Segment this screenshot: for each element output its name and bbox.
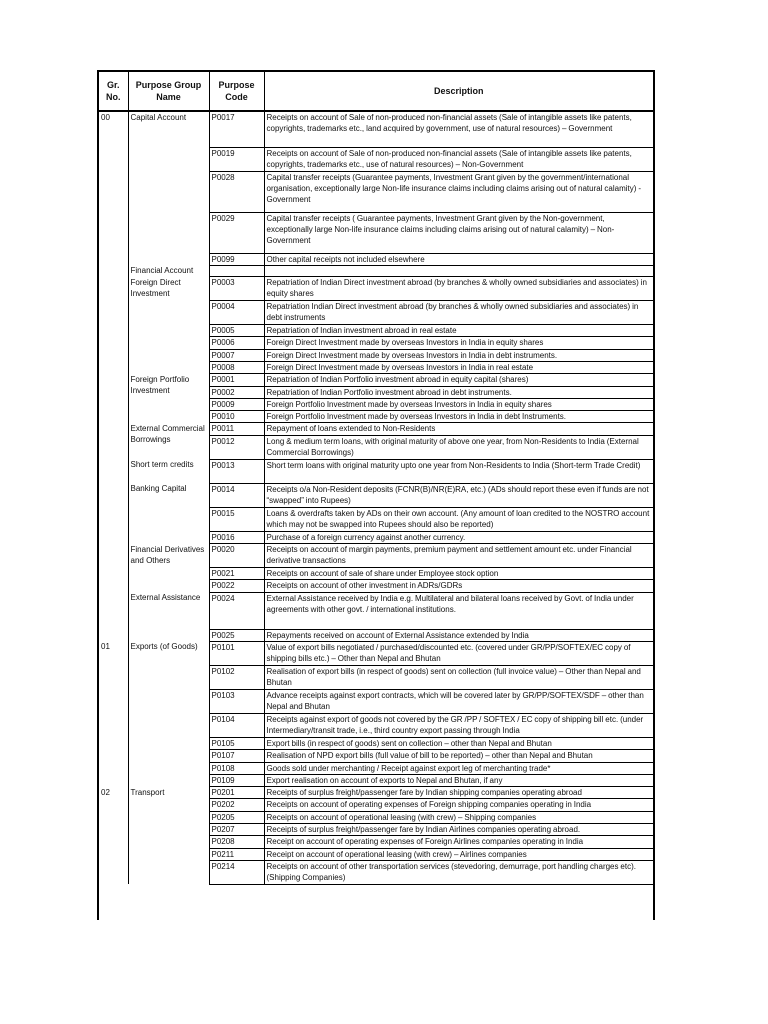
purpose-code-cell: P0008 xyxy=(209,361,264,373)
table-row xyxy=(99,111,653,147)
description-cell: Repatriation of Indian investment abroad in real estate xyxy=(264,325,653,337)
purpose-code-cell: P0109 xyxy=(209,774,264,786)
purpose-code-cell: P0003 xyxy=(209,277,264,301)
description-cell: External Assistance received by India e.g. Multilateral and bilateral loans received by Govt. of India under agreements with other govt. / international institutions. xyxy=(264,592,653,629)
description-cell: Foreign Direct Investment made by overseas Investors in India in real estate xyxy=(264,361,653,373)
purpose-code-cell: P0202 xyxy=(209,799,264,811)
description-cell: Receipts on account of operational leasing (with crew) – Shipping companies xyxy=(264,811,653,823)
description-cell: Foreign Direct Investment made by overseas Investors in India in equity shares xyxy=(264,337,653,349)
description-cell: Capital transfer receipts (Guarantee payments, Investment Grant given by the government/international organisation, exceptionally large Non-life insurance claims including claims arising out of natural calamity) - Government xyxy=(264,171,653,212)
table-row xyxy=(99,423,653,435)
description-cell: Receipts on account of operating expenses of Foreign shipping companies operating in India xyxy=(264,799,653,811)
description-cell: Loans & overdrafts taken by ADs on their own account. (Any amount of loan credited to the NOSTRO account which may not be swapped into Rupees should also be reported) xyxy=(264,507,653,531)
description-cell: Repatriation of Indian Portfolio investment abroad in equity capital (shares) xyxy=(264,374,653,386)
description-cell: Export realisation on account of exports to Nepal and Bhutan, if any xyxy=(264,774,653,786)
table-row xyxy=(99,787,653,799)
purpose-group-cell: Transport xyxy=(128,787,209,885)
description-cell: Receipts on account of Sale of non-produced non-financial assets (Sale of intangible assets like patents, copyrights, trademarks etc., land acquired by government, use of natural resources) – Government xyxy=(264,111,653,147)
purpose-code-cell: P0214 xyxy=(209,860,264,884)
purpose-code-cell: P0028 xyxy=(209,171,264,212)
purpose-code-cell: P0208 xyxy=(209,836,264,848)
purpose-code-cell: P0102 xyxy=(209,665,264,689)
table-row xyxy=(99,277,653,301)
table-body xyxy=(99,111,653,884)
description-cell: Other capital receipts not included elsewhere xyxy=(264,253,653,265)
description-cell: Advance receipts against export contracts, which will be covered later by GR/PP/SOFTEX/SDF – other than Nepal and Bhutan xyxy=(264,689,653,713)
description-cell: Foreign Portfolio Investment made by overseas Investors in India in debt Instruments. xyxy=(264,411,653,423)
gr-no-cell: 01 xyxy=(99,641,128,786)
purpose-group-cell: Foreign Direct Investment xyxy=(128,277,209,374)
purpose-group-cell: Foreign Portfolio Investment xyxy=(128,374,209,423)
purpose-code-cell: P0007 xyxy=(209,349,264,361)
purpose-code-cell: P0104 xyxy=(209,713,264,737)
purpose-code-cell: P0016 xyxy=(209,531,264,543)
description-cell: Receipts o/a Non-Resident deposits (FCNR(B)/NR(E)RA, etc.) (ADs should report these even if funds are not “swapped” into Rupees) xyxy=(264,483,653,507)
purpose-group-cell: Financial Account xyxy=(128,265,209,276)
description-cell: Realisation of export bills (in respect of goods) sent on collection (full invoice value) – Other than Nepal and Bhutan xyxy=(264,665,653,689)
description-cell: Repayments received on account of External Assistance extended by India xyxy=(264,629,653,641)
purpose-code-cell: P0020 xyxy=(209,544,264,568)
purpose-code-cell: P0103 xyxy=(209,689,264,713)
description-cell: Receipts of surplus freight/passenger fare by Indian shipping companies operating abroad xyxy=(264,787,653,799)
description-cell: Receipts on account of other investment in ADRs/GDRs xyxy=(264,580,653,592)
purpose-code-cell: P0022 xyxy=(209,580,264,592)
description-cell: Receipts on account of sale of share under Employee stock option xyxy=(264,568,653,580)
purpose-group-cell: Financial Derivatives and Others xyxy=(128,544,209,593)
description-cell: Short term loans with original maturity upto one year from Non-Residents to India (Short-term Trade Credit) xyxy=(264,459,653,483)
purpose-group-cell: Short term credits xyxy=(128,459,209,483)
purpose-group-cell: External Commercial Borrowings xyxy=(128,423,209,459)
purpose-code-cell: P0015 xyxy=(209,507,264,531)
description-cell xyxy=(264,265,653,276)
table-row xyxy=(99,459,653,483)
table-row xyxy=(99,544,653,568)
header-description: Description xyxy=(264,72,653,111)
purpose-code-cell: P0004 xyxy=(209,301,264,325)
purpose-code-cell: P0012 xyxy=(209,435,264,459)
table-header xyxy=(99,72,653,111)
table-row xyxy=(99,592,653,629)
purpose-code-cell: P0005 xyxy=(209,325,264,337)
purpose-code-cell: P0107 xyxy=(209,750,264,762)
table-row xyxy=(99,374,653,386)
purpose-group-cell: Capital Account xyxy=(128,111,209,265)
description-cell: Purchase of a foreign currency against another currency. xyxy=(264,531,653,543)
purpose-code-cell: P0013 xyxy=(209,459,264,483)
description-cell: Receipts on account of other transportation services (stevedoring, demurrage, port handling charges etc).(Shipping Companies) xyxy=(264,860,653,884)
description-cell: Long & medium term loans, with original maturity of above one year, from Non-Residents to India (External Commercial Borrowings) xyxy=(264,435,653,459)
purpose-code-cell: P0029 xyxy=(209,212,264,253)
description-cell: Receipt on account of operational leasing (with crew) – Airlines companies xyxy=(264,848,653,860)
description-cell: Receipt on account of operating expenses of Foreign Airlines companies operating in India xyxy=(264,836,653,848)
description-cell: Export bills (in respect of goods) sent on collection – other than Nepal and Bhutan xyxy=(264,737,653,749)
purpose-code-document xyxy=(97,70,655,920)
purpose-code-cell: P0105 xyxy=(209,737,264,749)
purpose-group-cell: Banking Capital xyxy=(128,483,209,543)
description-cell: Receipts on account of margin payments, premium payment and settlement amount etc. under Financial derivative transactions xyxy=(264,544,653,568)
gr-no-cell: 02 xyxy=(99,787,128,885)
purpose-code-cell: P0108 xyxy=(209,762,264,774)
purpose-code-cell: P0014 xyxy=(209,483,264,507)
purpose-group-cell: Exports (of Goods) xyxy=(128,641,209,786)
table-row xyxy=(99,641,653,665)
purpose-code-cell: P0017 xyxy=(209,111,264,147)
purpose-code-cell: P0211 xyxy=(209,848,264,860)
purpose-code-table xyxy=(99,72,653,885)
purpose-code-cell: P0201 xyxy=(209,787,264,799)
purpose-code-cell: P0010 xyxy=(209,411,264,423)
description-cell: Receipts on account of Sale of non-produced non-financial assets (Sale of intangible assets like patents, copyrights, trademarks etc., use of natural resources) – Non-Government xyxy=(264,147,653,171)
purpose-code-cell: P0006 xyxy=(209,337,264,349)
purpose-code-cell: P0025 xyxy=(209,629,264,641)
header-gr-no: Gr. No. xyxy=(99,72,128,111)
purpose-code-cell: P0024 xyxy=(209,592,264,629)
description-cell: Foreign Direct Investment made by overseas Investors in India in debt instruments. xyxy=(264,349,653,361)
description-cell: Foreign Portfolio Investment made by overseas Investors in India in equity shares xyxy=(264,398,653,410)
purpose-code-cell: P0001 xyxy=(209,374,264,386)
purpose-code-cell: P0021 xyxy=(209,568,264,580)
description-cell: Value of export bills negotiated / purchased/discounted etc. (covered under GR/PP/SOFTEX/EC copy of shipping bills etc.) – Other than Nepal and Bhutan xyxy=(264,641,653,665)
purpose-code-cell: P0205 xyxy=(209,811,264,823)
description-cell: Repatriation Indian Direct investment abroad (by branches & wholly owned subsidiaries and associates) in debt instruments xyxy=(264,301,653,325)
description-cell: Capital transfer receipts ( Guarantee payments, Investment Grant given by the Non-government, exceptionally large Non-life insurance claims including claims arising out of natural calamity) – Non-Government xyxy=(264,212,653,253)
purpose-code-cell: P0002 xyxy=(209,386,264,398)
description-cell: Repatriation of Indian Direct investment abroad (by branches & wholly owned subsidiaries and associates) in equity shares xyxy=(264,277,653,301)
gr-no-cell: 00 xyxy=(99,111,128,641)
purpose-code-cell: P0099 xyxy=(209,253,264,265)
description-cell: Repayment of loans extended to Non-Residents xyxy=(264,423,653,435)
description-cell: Realisation of NPD export bills (full value of bill to be reported) – other than Nepal and Bhutan xyxy=(264,750,653,762)
header-purpose-group-name: Purpose Group Name xyxy=(128,72,209,111)
purpose-group-cell: External Assistance xyxy=(128,592,209,641)
purpose-code-cell: P0011 xyxy=(209,423,264,435)
description-cell: Receipts against export of goods not covered by the GR /PP / SOFTEX / EC copy of shipping bill etc. (under Intermediary/transit trade, i.e., third country export passing through India xyxy=(264,713,653,737)
table-row xyxy=(99,265,653,276)
description-cell: Receipts of surplus freight/passenger fare by Indian Airlines companies operating abroad. xyxy=(264,824,653,836)
purpose-code-cell xyxy=(209,265,264,276)
purpose-code-cell: P0019 xyxy=(209,147,264,171)
purpose-code-cell: P0207 xyxy=(209,824,264,836)
purpose-code-cell: P0101 xyxy=(209,641,264,665)
description-cell: Repatriation of Indian Portfolio investment abroad in debt instruments. xyxy=(264,386,653,398)
description-cell: Goods sold under merchanting / Receipt against export leg of merchanting trade* xyxy=(264,762,653,774)
table-row xyxy=(99,483,653,507)
purpose-code-cell: P0009 xyxy=(209,398,264,410)
header-purpose-code: Purpose Code xyxy=(209,72,264,111)
